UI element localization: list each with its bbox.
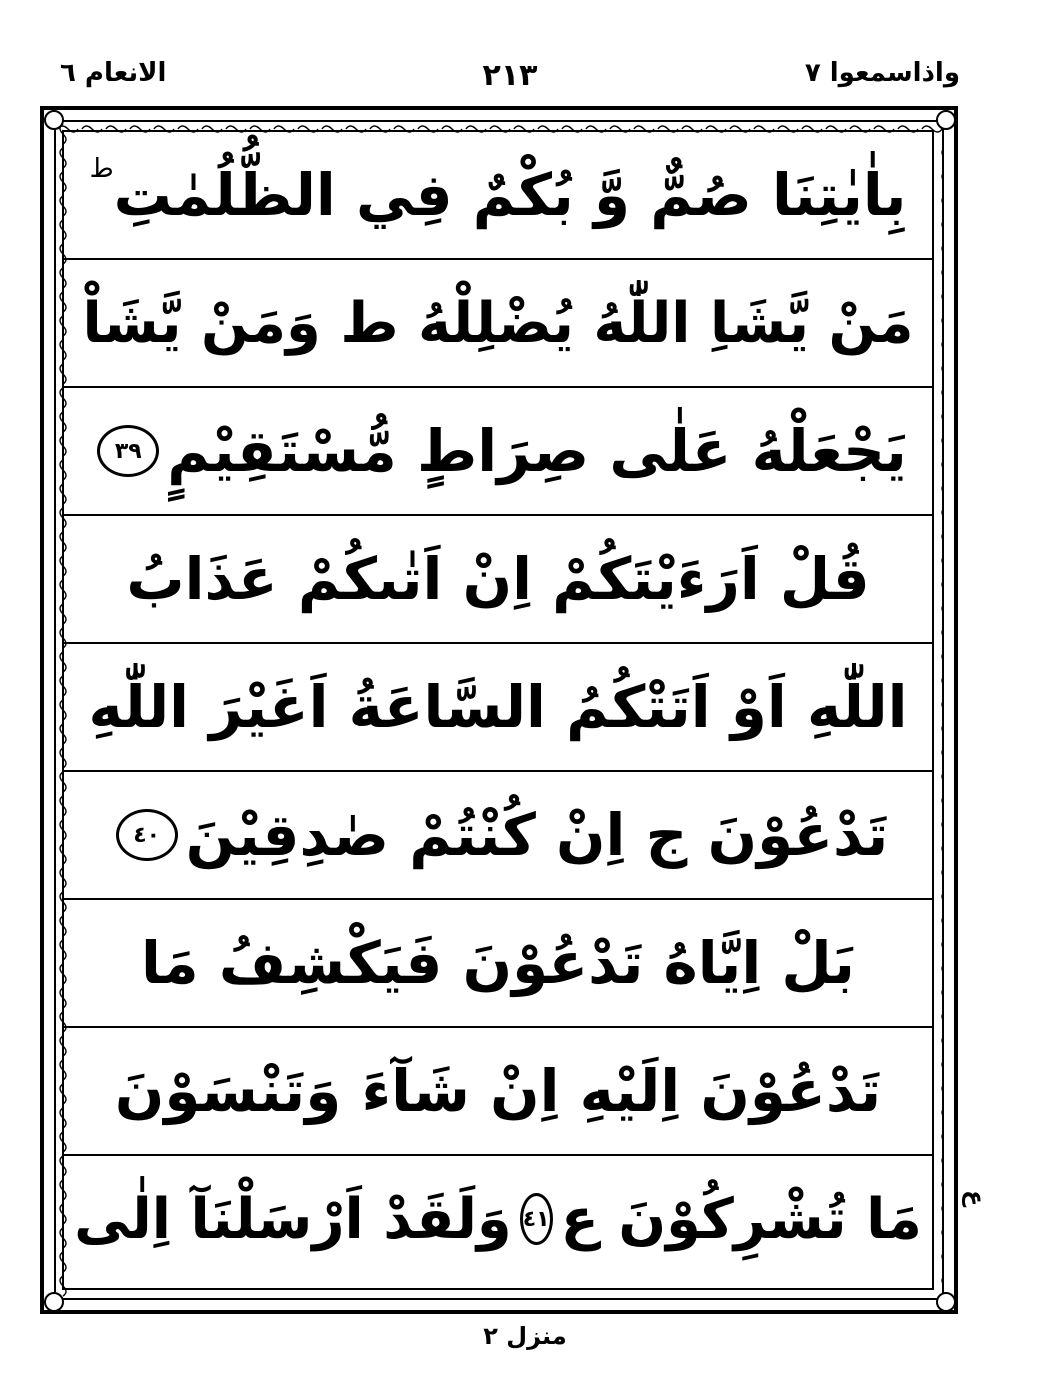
line-text: قُلْ اَرَءَيْتَكُمْ اِنْ اَتٰىكُمْ عَذَابُ [126, 545, 870, 613]
line-text: وَلَقَدْ اَرْسَلْنَآ اِلٰى [74, 1186, 512, 1252]
text-line [64, 516, 932, 644]
text-line [64, 388, 932, 516]
text-line [64, 132, 932, 260]
verse-number-marker: ٤١ [520, 1193, 553, 1245]
line-text: تَدْعُوْنَ ج اِنْ كُنْتُمْ صٰدِقِيْنَ [185, 801, 889, 869]
text-line [64, 1028, 932, 1156]
line-text: تَدْعُوْنَ اِلَيْهِ اِنْ شَآءَ وَتَنْسَوْنَ [114, 1057, 882, 1125]
ruku-marker: ع [962, 1190, 990, 1207]
verse-number-marker: ٤٠ [116, 809, 178, 861]
manzil-footer: منزل ٢ [483, 1322, 567, 1350]
corner-ornament-icon [44, 110, 64, 130]
text-panel [62, 130, 934, 1290]
text-line [64, 1156, 932, 1282]
line-text: بِاٰيٰتِنَا صُمٌّ وَّ بُكْمٌ فِي الظُّلُمٰتِ [113, 161, 907, 229]
text-line [64, 772, 932, 900]
text-line [64, 900, 932, 1028]
para-name: واذاسمعوا ٧ [804, 58, 960, 88]
page-number: ٢١٣ [482, 58, 538, 93]
line-text: بَلْ اِيَّاهُ تَدْعُوْنَ فَيَكْشِفُ مَا [141, 929, 855, 997]
line-text: مَا تُشْرِكُوْنَ ع [560, 1186, 922, 1252]
surah-name: الانعام ٦ [60, 58, 167, 88]
line-text: يَجْعَلْهُ عَلٰى صِرَاطٍ مُّسْتَقِيْمٍ [167, 417, 907, 485]
pause-mark: ط [89, 154, 114, 184]
line-text: اللّٰهِ اَوْ اَتَتْكُمُ السَّاعَةُ اَغَيْرَ اللّٰهِ [88, 673, 908, 741]
text-line [64, 644, 932, 772]
corner-ornament-icon [936, 110, 956, 130]
verse-number-marker: ٣٩ [97, 425, 159, 477]
corner-ornament-icon [44, 1292, 64, 1312]
text-line [64, 260, 932, 388]
corner-ornament-icon [936, 1292, 956, 1312]
page-header [60, 58, 960, 102]
line-text: مَنْ يَّشَاِ اللّٰهُ يُضْلِلْهُ ط وَمَنْ يَّشَاْ [82, 290, 914, 356]
